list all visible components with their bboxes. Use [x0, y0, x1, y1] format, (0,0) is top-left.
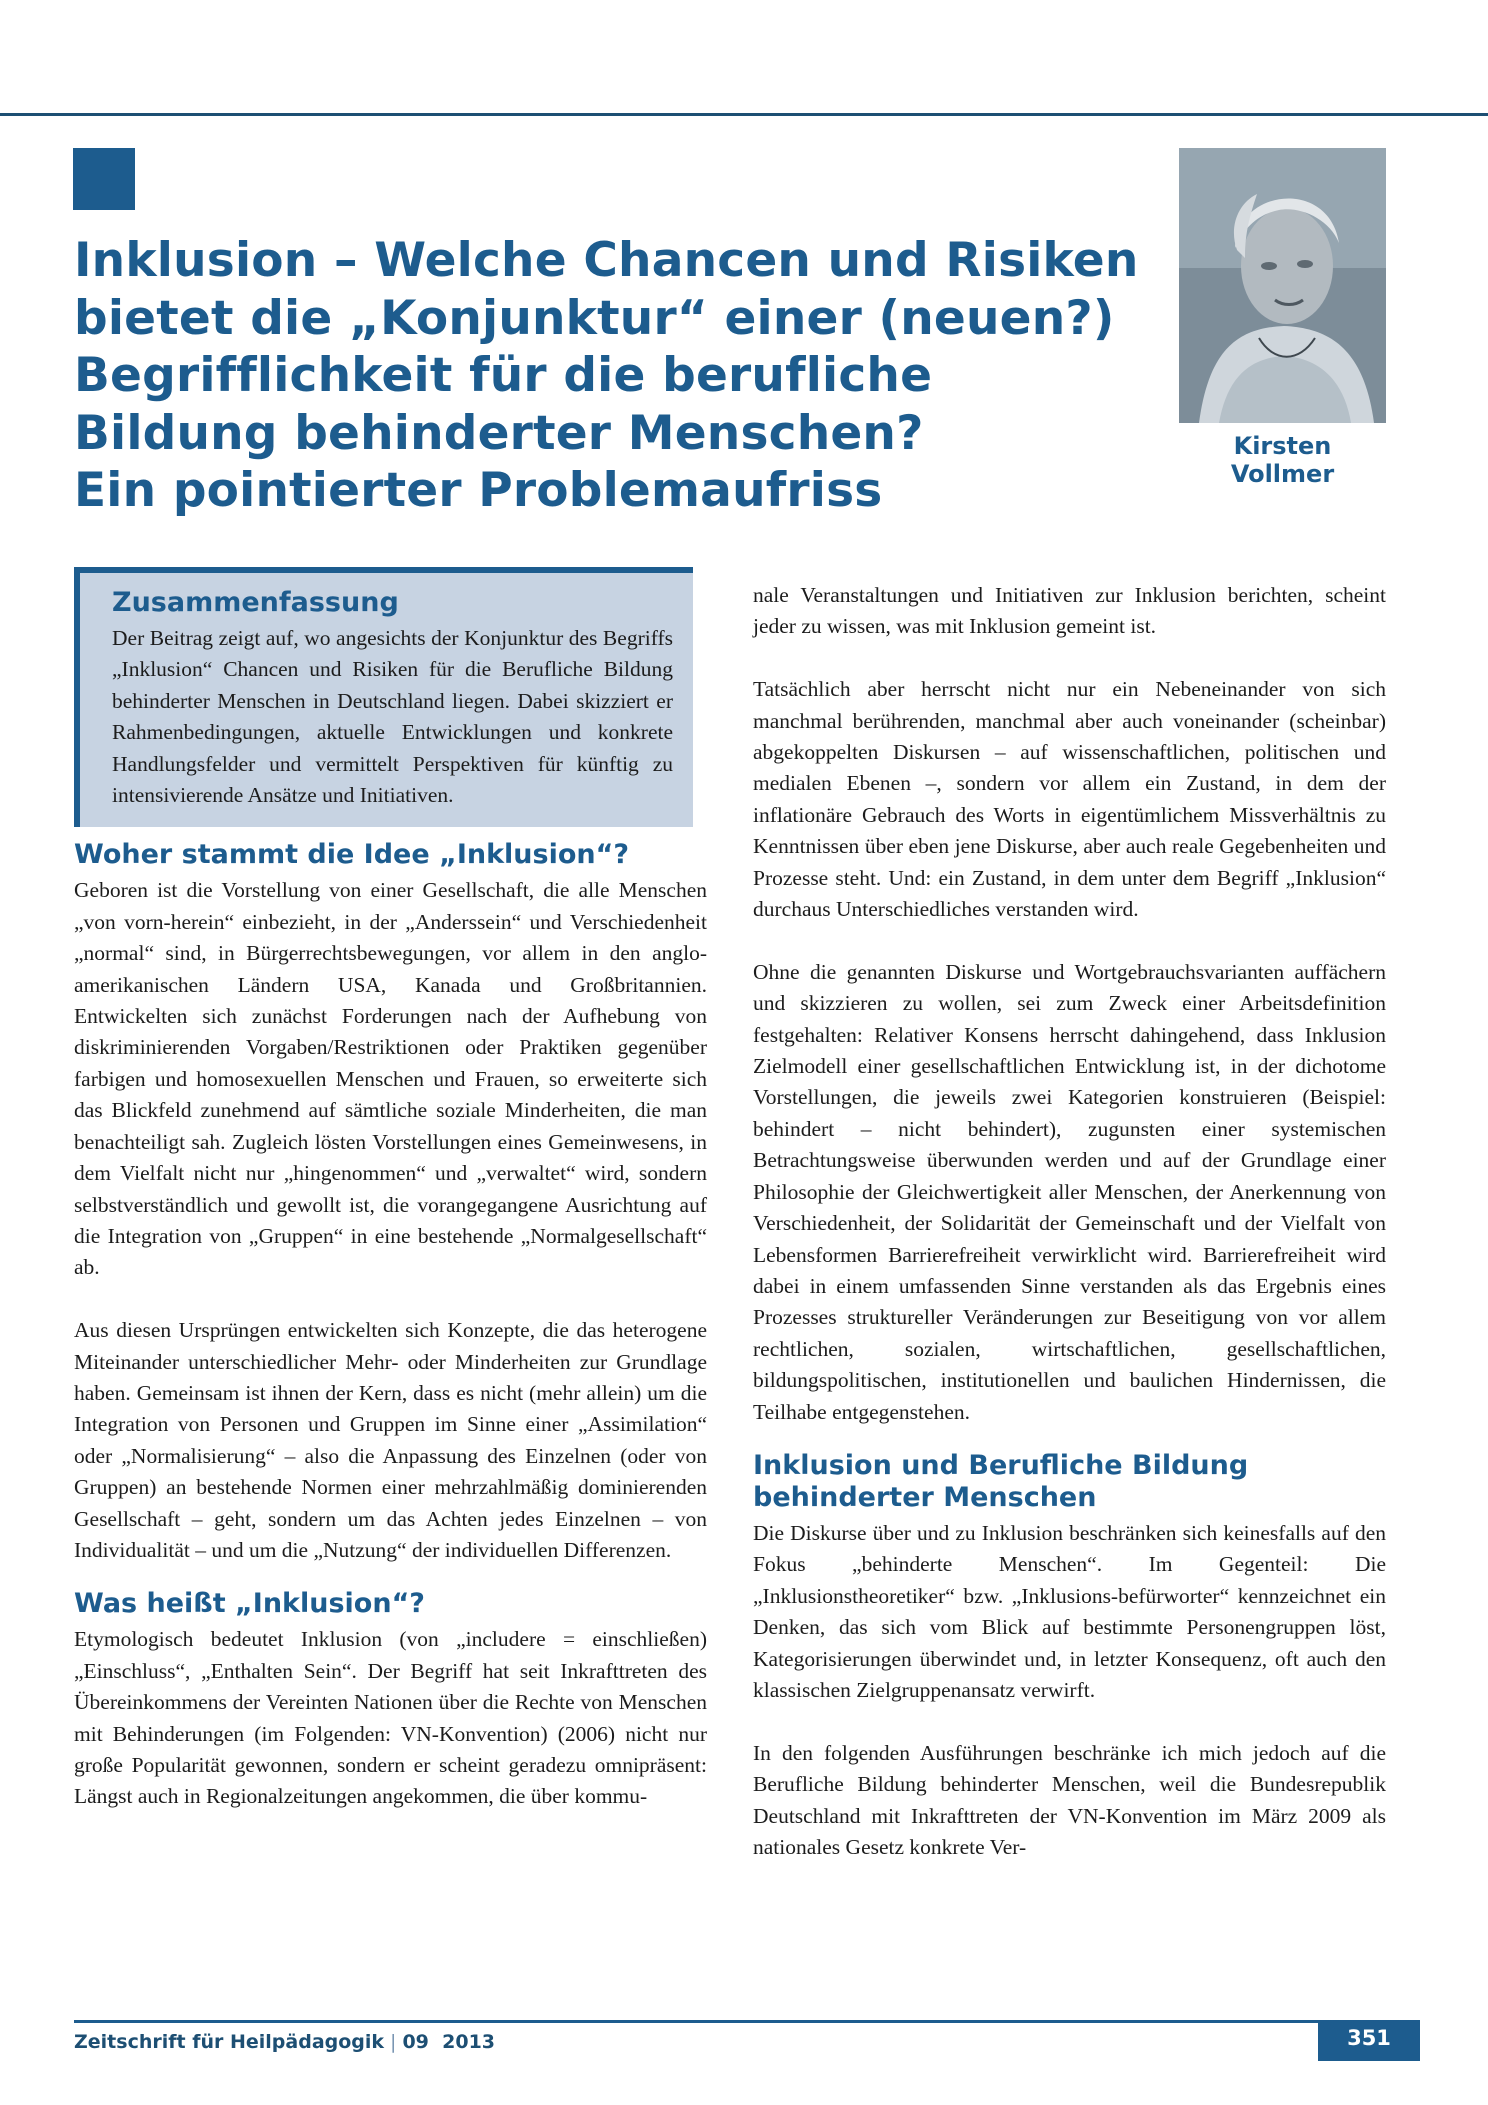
- title-line: Bildung behinderter Menschen?: [74, 405, 924, 461]
- paragraph: Die Diskurse über und zu Inklusion beschränken sich keinesfalls auf den Fokus „behinderte Menschen“. Im Gegenteil: Die „Inklusionstheoretiker“ bzw. „Inklusions-befürworter“ kennzeichnet ein Denken, das sich vom Blick auf bestimmte Personengruppen löst, Kategorisierungen überwindet und, in letzter Konsequenz, oft auch den klassischen Zielgruppenansatz verwirft.: [753, 1520, 1386, 1702]
- left-column: [74, 567, 707, 1813]
- footer-separator: |: [390, 2031, 397, 2053]
- abstract-box: [74, 567, 693, 827]
- article-title: [74, 232, 1139, 520]
- header-rule: [0, 113, 1488, 116]
- abstract-text: Der Beitrag zeigt auf, wo angesichts der Konjunktur des Begriffs „Inklusion“ Chancen und Risiken für die Berufliche Bildung behinderter Menschen in Deutschland liegen. Dabei skizziert er Rahmenbedingungen, aktuelle Entwicklungen und konkrete Handlungsfelder und vermittelt Perspektiven für künftig zu intensivierende Ansätze und Initiativen.: [112, 626, 673, 808]
- footer-citation: [74, 2031, 495, 2053]
- right-column: [753, 580, 1386, 1863]
- section-heading: Was heißt „Inklusion“?: [74, 1588, 425, 1620]
- paragraph: Tatsächlich aber herrscht nicht nur ein Nebeneinander von sich manchmal berührenden, manchmal aber auch voneinander (scheinbar) abgekoppelten Diskursen – auf wissenschaftlichen, politischen und medialen Ebenen –, sondern vor allem ein Zustand, in dem der inflationäre Gebrauch des Worts in eigentümlichem Missverhältnis zu Kenntnissen über eben jene Diskurse, aber auch reale Gegebenheiten und Prozesse steht. Und: ein Zustand, in dem unter dem Begriff „Inklusion“ durchaus Unterschiedliches verstanden wird.: [753, 677, 1386, 922]
- title-line: Ein pointierter Problemaufriss: [74, 463, 883, 518]
- paragraph: In den folgenden Ausführungen beschränke ich mich jedoch auf die Berufliche Bildung behinderter Menschen, weil die Bundesrepublik Deutschland mit Inkrafttreten der VN-Konvention im März 2009 als nationales Gesetz konkrete Ver-: [753, 1740, 1386, 1859]
- title-line: Begrifflichkeit für die berufliche: [74, 348, 933, 403]
- paragraph: nale Veranstaltungen und Initiativen zur Inklusion berichten, scheint jeder zu wissen, was mit Inklusion gemeint ist.: [753, 583, 1386, 639]
- title-line: Inklusion – Welche Chancen und Risiken: [74, 233, 1139, 288]
- paragraph: Geboren ist die Vorstellung von einer Gesellschaft, die alle Menschen „von vorn-herein“ einbezieht, in der „Anderssein“ und Verschiedenheit „normal“ sind, in Bürgerrechtsbewegungen, vor allem in den anglo-amerikanischen Ländern USA, Kanada und Großbritannien. Entwickelten sich zunächst Forderungen nach der Aufhebung von diskriminierenden Vorgaben/Restriktionen oder Praktiken gegenüber farbigen und homosexuellen Menschen und Frauen, so erweiterte sich das Blickfeld zunehmend auf sämtliche soziale Minderheiten, die man benachteiligt sah. Zugleich lösten Vorstellungen eines Gemeinwesens, in dem Vielfalt nicht nur „hingenommen“ und „verwaltet“ wird, sondern selbstverständlich und gewollt ist, die vorangegangene Ausrichtung auf die Integration von „Gruppen“ in eine bestehende „Normalgesellschaft“ ab.: [74, 878, 707, 1280]
- section-heading: Inklusion und Berufliche Bildung behinderter Menschen: [753, 1449, 1249, 1513]
- author-name: Kirsten Vollmer: [1230, 432, 1335, 488]
- title-line: bietet die „Konjunktur“ einer (neuen?): [74, 290, 1115, 346]
- author-photo: [1179, 148, 1386, 423]
- journal-name: Zeitschrift für Heilpädagogik: [74, 2031, 385, 2053]
- section-heading: Woher stammt die Idee „Inklusion“?: [74, 839, 630, 871]
- page-number: 351: [1318, 2020, 1420, 2061]
- section-marker: [73, 148, 135, 210]
- abstract-heading: Zusammenfassung: [112, 587, 399, 618]
- footer-rule: [74, 2020, 1386, 2023]
- paragraph: Etymologisch bedeutet Inklusion (von „includere = einschließen) „Einschluss“, „Enthalten Sein“. Der Begriff hat seit Inkrafttreten des Übereinkommens der Vereinten Nationen über die Rechte von Menschen mit Behinderungen (im Folgenden: VN-Konvention) (2006) nicht nur große Popularität gewonnen, sondern er scheint geradezu omnipräsent: Längst auch in Regionalzeitungen angekommen, die über kommu-: [74, 1627, 707, 1809]
- paragraph: Ohne die genannten Diskurse und Wortgebrauchsvarianten auffächern und skizzieren zu wollen, sei zum Zweck einer Arbeitsdefinition festgehalten: Relativer Konsens herrscht dahingehend, dass Inklusion Zielmodell einer gesellschaftlichen Entwicklung ist, in der dichotome Vorstellungen, die jeweils zwei Kategorien konstruieren (Beispiel: behindert – nicht behindert), zugunsten einer systemischen Betrachtungsweise überwunden werden und auf der Grundlage einer Philosophie der Gleichwertigkeit aller Menschen, der Anerkennung von Verschiedenheit, der Solidarität der Gemeinschaft und der Vielfalt von Lebensformen Barrierefreiheit verwirklicht wird. Barrierefreiheit wird dabei in einem umfassenden Sinne verstanden als das Ergebnis eines Prozesses struktureller Veränderungen zur Beseitigung von vor allem rechtlichen, sozialen, wirtschaftlichen, gesellschaftlichen, bildungspolitischen, institutionellen und baulichen Hindernissen, die Teilhabe entgegenstehen.: [753, 959, 1386, 1424]
- paragraph: Aus diesen Ursprüngen entwickelten sich Konzepte, die das heterogene Miteinander unterschiedlicher Mehr- oder Minderheiten zur Grundlage haben. Gemeinsam ist ihnen der Kern, dass es nicht (mehr allein) um die Integration von Personen und Gruppen im Sinne einer „Assimilation“ oder „Normalisierung“ – also die Anpassung des Einzelnen (oder von Gruppen) an bestehende Normen einer mehrzahlmäßig dominierenden Gesellschaft – geht, sondern um das Achten jedes Einzelnen – von Individualität – und um die „Nutzung“ der individuellen Differenzen.: [74, 1318, 707, 1562]
- issue-number: 09 2013: [402, 2031, 496, 2053]
